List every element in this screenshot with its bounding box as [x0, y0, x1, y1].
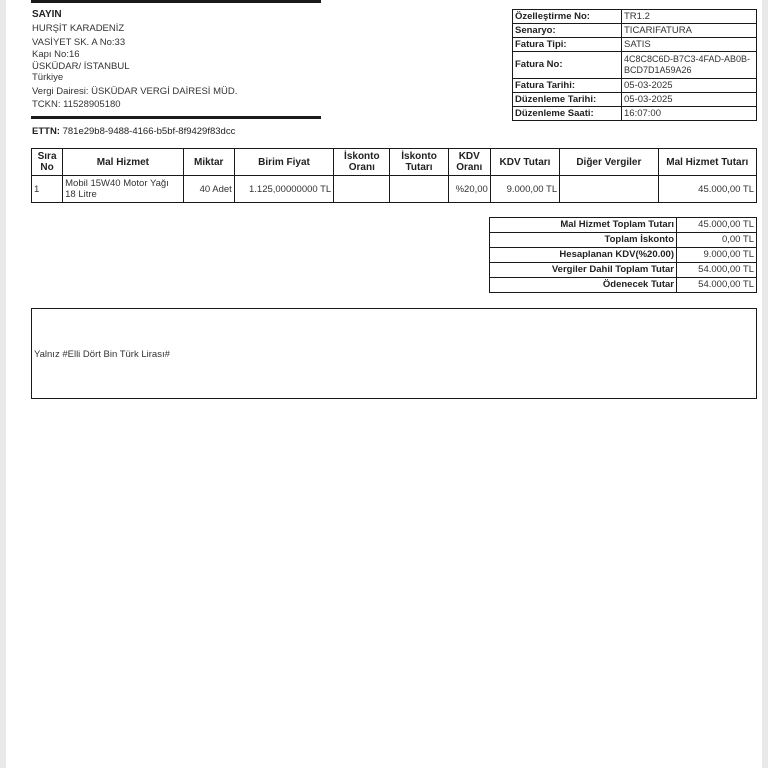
- amount-in-words: Yalnız #Elli Dört Bin Türk Lirası#: [34, 349, 170, 360]
- meta-label: Fatura No:: [513, 52, 622, 79]
- column-header: İskonto Tutarı: [390, 149, 448, 176]
- totals-row: [490, 233, 757, 248]
- meta-row: [513, 79, 757, 93]
- totals-label: Hesaplanan KDV(%20.00): [490, 248, 677, 263]
- column-header: Mal Hizmet Tutarı: [658, 149, 756, 176]
- totals-label: Ödenecek Tutar: [490, 278, 677, 293]
- ettn-line: [32, 126, 235, 137]
- meta-value: TR1.2: [622, 10, 757, 24]
- invoice-meta-table: [512, 9, 757, 121]
- totals-label: Vergiler Dahil Toplam Tutar: [490, 263, 677, 278]
- line-items-table: [31, 148, 757, 203]
- totals-value: 54.000,00 TL: [677, 263, 757, 278]
- ettn-value: 781e29b8-9488-4166-b5bf-8f9429f83dcc: [62, 126, 236, 137]
- meta-value: 05-03-2025: [622, 79, 757, 93]
- totals-label: Toplam İskonto: [490, 233, 677, 248]
- recipient-street: VASİYET SK. A No:33: [32, 37, 126, 48]
- table-row: [32, 176, 757, 203]
- meta-row: [513, 38, 757, 52]
- meta-label: Fatura Tarihi:: [513, 79, 622, 93]
- item-unit-price: 1.125,00000000 TL: [234, 176, 333, 203]
- meta-label: Fatura Tipi:: [513, 38, 622, 52]
- meta-row: [513, 10, 757, 24]
- recipient-tckn: TCKN: 11528905180: [32, 99, 121, 110]
- column-header: Birim Fiyat: [234, 149, 333, 176]
- row-index: 1: [32, 176, 63, 203]
- column-header: Sıra No: [32, 149, 63, 176]
- recipient-salutation: SAYIN: [32, 9, 62, 20]
- top-divider: [31, 0, 321, 3]
- item-other-taxes: [560, 176, 658, 203]
- recipient-name: HURŞİT KARADENİZ: [32, 23, 125, 34]
- column-header: Mal Hizmet: [63, 149, 183, 176]
- totals-table: [489, 217, 757, 293]
- totals-row: [490, 218, 757, 233]
- meta-label: Düzenleme Tarihi:: [513, 93, 622, 107]
- meta-row: [513, 52, 757, 79]
- meta-row: [513, 107, 757, 121]
- item-vat-amount: 9.000,00 TL: [490, 176, 559, 203]
- ettn-label: ETTN:: [32, 126, 60, 137]
- item-vat-rate: %20,00: [448, 176, 490, 203]
- recipient-country: Türkiye: [32, 72, 64, 83]
- recipient-tax-office: Vergi Dairesi: ÜSKÜDAR VERGİ DAİRESİ MÜD.: [32, 86, 238, 97]
- meta-label: Düzenleme Saati:: [513, 107, 622, 121]
- item-discount-amount: [390, 176, 448, 203]
- column-header: Diğer Vergiler: [560, 149, 658, 176]
- recipient-district: ÜSKÜDAR/ İSTANBUL: [32, 61, 130, 72]
- meta-value: SATIS: [622, 38, 757, 52]
- meta-label: Özelleştirme No:: [513, 10, 622, 24]
- invoice-page: [6, 0, 762, 768]
- totals-row: [490, 263, 757, 278]
- totals-value: 9.000,00 TL: [677, 248, 757, 263]
- item-description: Mobil 15W40 Motor Yağı 18 Litre: [63, 176, 183, 203]
- note-box: [31, 308, 757, 399]
- meta-row: [513, 93, 757, 107]
- meta-row: [513, 24, 757, 38]
- totals-row: [490, 278, 757, 293]
- totals-label: Mal Hizmet Toplam Tutarı: [490, 218, 677, 233]
- totals-row: [490, 248, 757, 263]
- address-divider: [31, 116, 321, 119]
- column-header: KDV Tutarı: [490, 149, 559, 176]
- column-header: Miktar: [183, 149, 234, 176]
- totals-value: 0,00 TL: [677, 233, 757, 248]
- recipient-door: Kapı No:16: [32, 49, 80, 60]
- meta-value: 16:07:00: [622, 107, 757, 121]
- totals-value: 45.000,00 TL: [677, 218, 757, 233]
- item-total: 45.000,00 TL: [658, 176, 756, 203]
- item-quantity: 40 Adet: [183, 176, 234, 203]
- meta-value: TICARIFATURA: [622, 24, 757, 38]
- column-header: İskonto Oranı: [334, 149, 390, 176]
- meta-value: 4C8C8C6D-B7C3-4FAD-AB0B-BCD7D1A59A26: [622, 52, 757, 79]
- meta-value: 05-03-2025: [622, 93, 757, 107]
- item-discount-rate: [334, 176, 390, 203]
- column-header: KDV Oranı: [448, 149, 490, 176]
- items-header-row: [32, 149, 757, 176]
- totals-value: 54.000,00 TL: [677, 278, 757, 293]
- meta-label: Senaryo:: [513, 24, 622, 38]
